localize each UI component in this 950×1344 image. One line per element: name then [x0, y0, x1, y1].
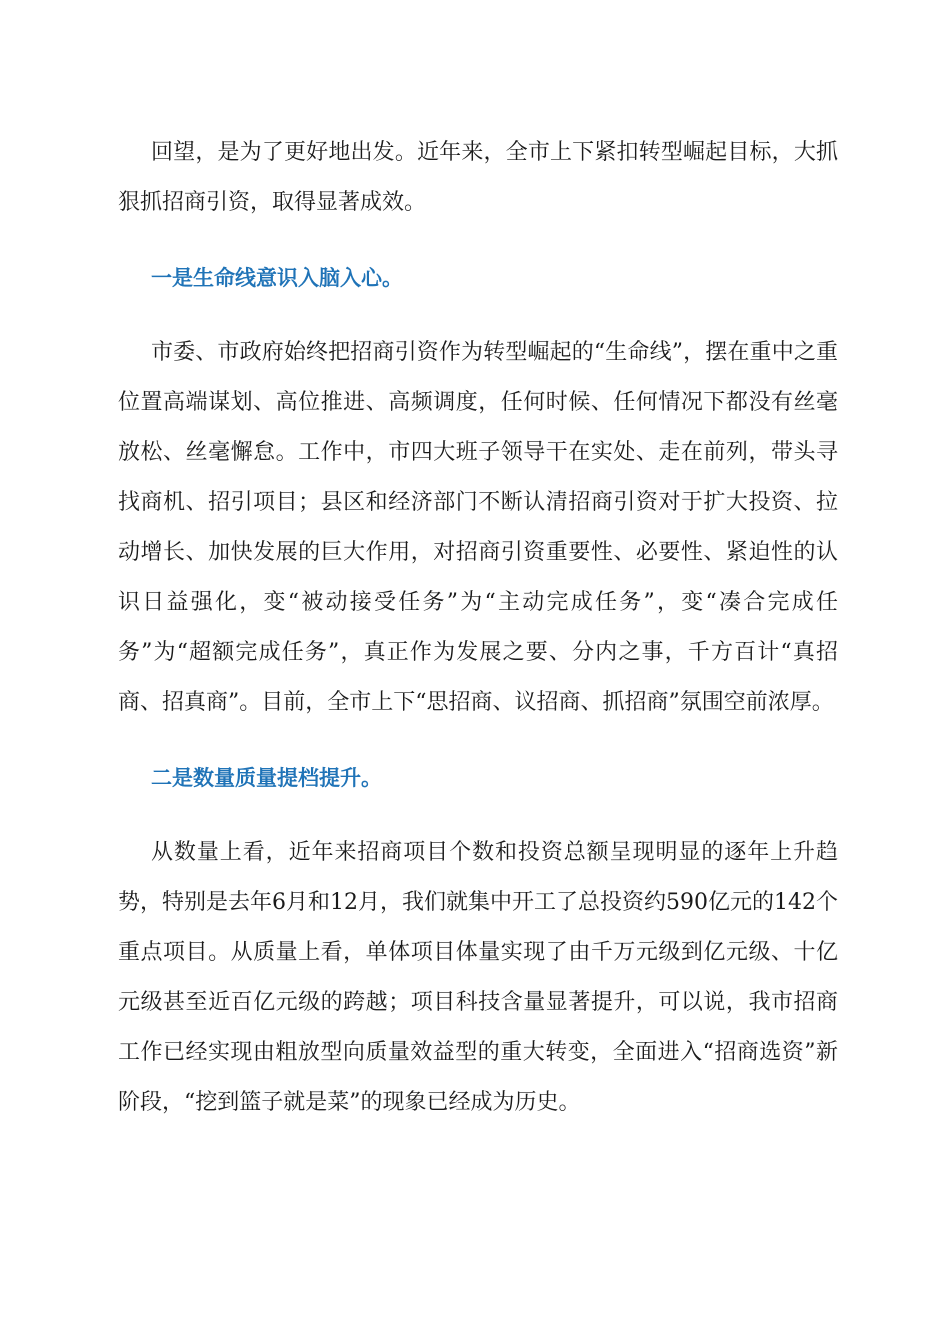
spacer — [118, 303, 838, 328]
section-heading-1: 一是生命线意识入脑入心。 — [151, 266, 403, 290]
document-body — [118, 128, 838, 1128]
section-body-2: 从数量上看，近年来招商项目个数和投资总额呈现明显的逐年上升趋势，特别是去年6月和12月，我们就集中开工了总投资约590亿元的142个重点项目。从质量上看，单体项目体量实现了由千万元级到亿元级、十亿元级甚至近百亿元级的跨越；项目科技含量显著提升，可以说，我市招商工作已经实现由粗放型向质量效益型的重大转变，全面进入“招商选资”新阶段，“挖到篮子就是菜”的现象已经成为历史。 — [118, 840, 838, 1115]
spacer — [118, 728, 838, 753]
intro-paragraph: 回望，是为了更好地出发。近年来，全市上下紧扣转型崛起目标，大抓狠抓招商引资，取得显著成效。 — [118, 140, 838, 215]
section-heading-2: 二是数量质量提档提升。 — [151, 766, 382, 790]
spacer — [118, 803, 838, 828]
spacer — [118, 228, 838, 253]
section-body-1: 市委、市政府始终把招商引资作为转型崛起的“生命线”，摆在重中之重位置高端谋划、高位推进、高频调度，任何时候、任何情况下都没有丝毫放松、丝毫懈怠。工作中，市四大班子领导干在实处、走在前列，带头寻找商机、招引项目；县区和经济部门不断认清招商引资对于扩大投资、拉动增长、加快发展的巨大作用，对招商引资重要性、必要性、紧迫性的认识日益强化，变“被动接受任务”为“主动完成任务”，变“凑合完成任务”为“超额完成任务”，真正作为发展之要、分内之事，千方百计“真招商、招真商”。目前，全市上下“思招商、议招商、抓招商”氛围空前浓厚。 — [118, 340, 838, 715]
